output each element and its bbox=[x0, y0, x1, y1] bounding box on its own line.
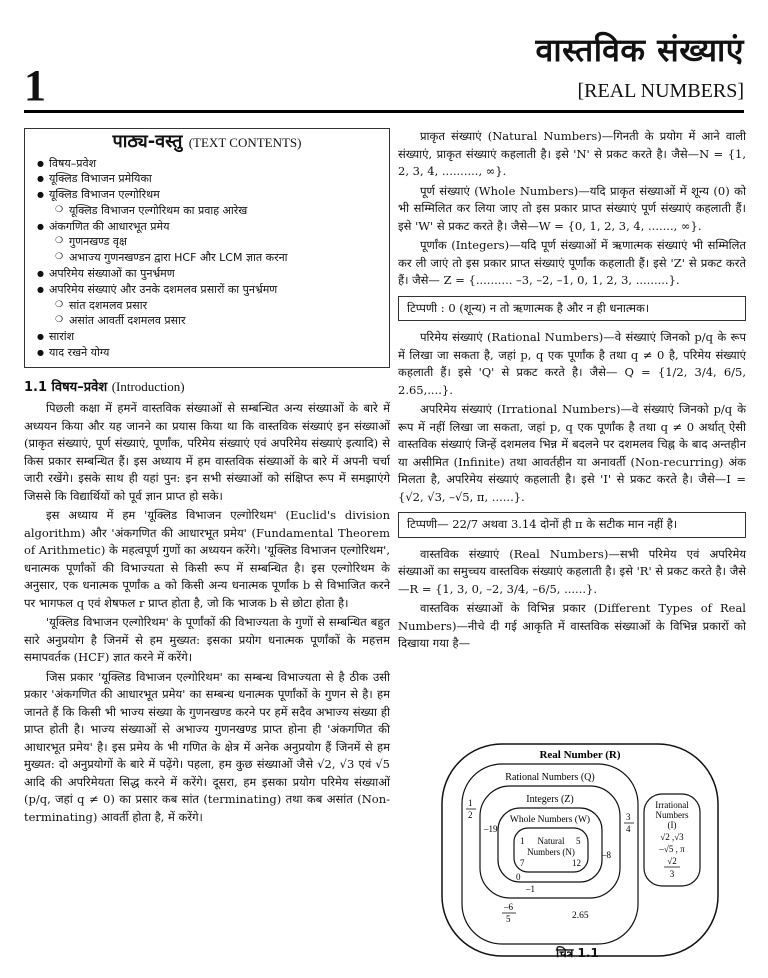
value-12: 12 bbox=[572, 858, 581, 868]
irrational-values-3-den: 3 bbox=[669, 869, 675, 879]
contents-item: ● अपरिमेय संख्याएं और उनके दशमलव प्रसारों का पुनर्भ्रमण bbox=[49, 282, 379, 298]
natural-label-2: Numbers (N) bbox=[527, 847, 575, 857]
contents-item: ● यूक्लिड विभाजन प्रमेयिका bbox=[49, 171, 379, 187]
real-numbers-diagram bbox=[430, 740, 730, 960]
real-numbers-para: वास्तविक संख्याएं (Real Numbers)—सभी परिमेय एवं अपरिमेय संख्याओं का समुच्चय वास्तविक संख्याएं कहलाती है। इसे 'R' से प्रकट करते है। जैसे—R = {1, 3, 0, –2, 3/4, –6/5, ......}. bbox=[398, 546, 746, 596]
intro-heading-english: (Introduction) bbox=[111, 378, 185, 394]
note-zero: टिप्पणी : 0 (शून्य) न तो ऋणात्मक है और न ही धनात्मक। bbox=[398, 296, 746, 322]
natural-label-1: Natural bbox=[537, 836, 565, 846]
irrational-values-1: √2 ,√3 bbox=[660, 832, 684, 842]
rational-label: Rational Numbers (Q) bbox=[505, 772, 595, 783]
neg-six-fifths-denominator: 5 bbox=[506, 914, 511, 924]
integers-para: पूर्णांक (Integers)—यदि पूर्ण संख्याओं में ऋणात्मक संख्याएं भी सम्मिलित कर ली जाएं तो इस प्रकार प्राप्त संख्याएं पूर्णांक कहलाती हैं। इसे 'Z' से प्रकट करते हैं। जैसे— Z = {.......... –3, –2, –1, 0, 1, 2, 3, .........}. bbox=[398, 238, 746, 287]
value-0: 0 bbox=[516, 872, 521, 882]
figure-caption: चित्र 1.1 bbox=[556, 946, 599, 960]
irrational-label-1: Irrational bbox=[655, 800, 689, 810]
whole-label: Whole Numbers (W) bbox=[509, 815, 591, 825]
irrational-numbers-para: अपरिमेय संख्याएं (Irrational Numbers)—वे संख्याएं जिनको p/q के रूप में नहीं लिखा जा सकता, जहां p, q एक पूर्णांक है तथा q ≠ 0 अर्थात् ऐसी वास्तविक संख्याएं जिन्हें दशमलव भिन्न में बदलने पर दशमलव चिह्न के बाद अन्तहीन या असीमित (Infinite) तथा आवर्तहीन या अनावर्ती (Non-recurring) अंक मिलता है, अपरिमेय संख्याएं कहलाती है। इसे 'I' से प्रकट करते है। जैसे—I = {√2, √3, –√5, π, ......}. bbox=[398, 402, 746, 504]
chapter-number: 1 bbox=[24, 61, 46, 110]
three-quarters-numerator: 3 bbox=[626, 812, 631, 822]
real-label: Real Number (R) bbox=[539, 749, 621, 761]
left-column bbox=[24, 128, 390, 828]
contents-item: ❍ गुणनखण्ड वृक्ष bbox=[69, 234, 379, 250]
value-2-65: 2.65 bbox=[572, 911, 589, 921]
contents-item: ● याद रखने योग्य bbox=[49, 345, 379, 361]
contents-item: ● अपरिमेय संख्याओं का पुनर्भ्रमण bbox=[49, 266, 379, 282]
rational-numbers-para: परिमेय संख्याएं (Rational Numbers)—वे संख्याएं जिनको p/q के रूप में लिखा जा सकता है, जहां p, q एक पूर्णांक है तथा q ≠ 0 है, परिमेय संख्याएं कहलाती हैं। इसे 'Q' से प्रकट करते है। जैसे— Q = {1/2, 3/4, 6/5, 2.65,....}. bbox=[398, 330, 746, 397]
natural-numbers-para: प्राकृत संख्याएं (Natural Numbers)—गिनती के प्रयोग में आने वाली संख्याएं, प्राकृत संख्याएं कहलाती है। इसे 'N' से प्रकट करते है। जैसे—N = {1, 2, 3, 4, .........., ∞}. bbox=[398, 129, 746, 178]
intro-heading bbox=[24, 378, 390, 397]
three-quarters-denominator: 4 bbox=[626, 824, 631, 834]
half-denominator: 2 bbox=[468, 810, 473, 820]
contents-box bbox=[24, 128, 390, 368]
value-minus1: –1 bbox=[526, 884, 535, 894]
irrational-label-2: Numbers bbox=[655, 810, 689, 820]
irrational-values-3-num: √2 bbox=[667, 856, 677, 866]
contents-list bbox=[35, 156, 379, 361]
contents-title-english: (TEXT CONTENTS) bbox=[188, 135, 302, 150]
chapter-title-english: [REAL NUMBERS] bbox=[577, 80, 744, 102]
note-pi: टिप्पणी— 22/7 अथवा 3.14 दोनों ही π के सटीक मान नहीं है। bbox=[398, 512, 746, 538]
contents-item: ● विषय–प्रवेश bbox=[49, 156, 379, 172]
value-minus8: –8 bbox=[602, 850, 611, 860]
intro-paragraph-1: पिछली कक्षा में हमनें वास्तविक संख्याओं से सम्बन्धित अन्य संख्याओं के बारे में अध्ययन किया और यह जानने का प्रयास किया था कि वास्तविक संख्याएं इन संख्याओं (प्राकृत संख्याएं, पूर्ण संख्याएं, पूर्णांक, परिमेय संख्याएं एवं अपरिमेय संख्याएं इत्यादि) से किस प्रकार सम्बन्धित हैं। इस अध्याय में हम वास्तविक संख्याओं के बारे में अपनी चर्चा जारी रखेंगे। इसके साथ ही यहां पुन: इन सभी संख्याओं को संक्षिप्त रूप में समझाएंगे जिससे कि विद्यार्थियों को पूर्व ज्ञान प्राप्त हो सके। bbox=[24, 401, 390, 503]
chapter-title-hindi: वास्तविक संख्याएं bbox=[535, 31, 744, 69]
contents-title bbox=[35, 133, 379, 152]
contents-title-hindi: पाठ्य-वस्तु bbox=[112, 131, 183, 152]
integers-label: Integers (Z) bbox=[526, 794, 574, 805]
contents-item: ❍ असांत आवर्ती दशमलव प्रसार bbox=[69, 313, 379, 329]
contents-item: ❍ सांत दशमलव प्रसार bbox=[69, 298, 379, 314]
intro-heading-hindi: 1.1 विषय–प्रवेश bbox=[24, 379, 108, 395]
header-rule bbox=[24, 110, 744, 113]
whole-numbers-para: पूर्ण संख्याएं (Whole Numbers)—यदि प्राकृत संख्याओं में शून्य (0) को भी सम्मिलित कर लिया जाए तो इस प्रकार प्राप्त संख्याएं पूर्ण संख्याएं कहलाती हैं। इसे 'W' से प्रकट करते है। जैसे—W = {0, 1, 2, 3, 4, ......., ∞}. bbox=[398, 183, 746, 233]
contents-item: ● यूक्लिड विभाजन एल्गोरिथम bbox=[49, 187, 379, 203]
neg-six-fifths-numerator: –6 bbox=[504, 902, 513, 912]
types-para: वास्तविक संख्याओं के विभिन्न प्रकार (Different Types of Real Numbers)—नीचे दी गई आकृति में वास्तविक संख्याओं के विभिन्न प्रकारों को दिखाया गया है— bbox=[398, 601, 746, 650]
irrational-values-2: –√5 , π bbox=[659, 844, 685, 854]
value-1: 1 bbox=[520, 836, 525, 846]
intro-paragraph-3: 'यूक्लिड विभाजन एल्गोरिथम' के पूर्णांकों की विभाज्यता के गुणों से सम्बन्धित बहुत सारे अनुप्रयोग है जिनमें से हम मुख्यत: इसका प्रयोग धनात्मक पूर्णांकों के महत्तम समापवर्तक (HCF) ज्ञात करने में करेंगे। bbox=[24, 615, 390, 665]
intro-paragraph-2: इस अध्याय में हम 'यूक्लिड विभाजन एल्गोरिथम' (Euclid's division algorithm) और 'अंकगणित की आधारभूत प्रमेय' (Fundamental Theorem of Arithmetic) के महत्वपूर्ण गुणों का अध्ययन करेंगे। 'यूक्लिड विभाजन एल्गोरिथम', धनात्मक पूर्णांकों की विभाज्यता से किसी रूप में सम्बन्धित है। इस एल्गोरिथम के अनुसार, एक धनात्मक पूर्णांक a को किसी अन्य धनात्मक पूर्णांक b से विभाजित करने पर भागफल q एवं शेषफल r प्राप्त होता है, जो कि भाजक b से छोटा होता है। bbox=[24, 508, 390, 610]
contents-item: ● सारांश bbox=[49, 329, 379, 345]
irrational-label-3: (I) bbox=[667, 820, 677, 830]
contents-item: ● अंकगणित की आधारभूत प्रमेय bbox=[49, 219, 379, 235]
value-5: 5 bbox=[576, 836, 581, 846]
contents-item: ❍ यूक्लिड विभाजन एल्गोरिथम का प्रवाह आरेख bbox=[69, 203, 379, 219]
value-7: 7 bbox=[520, 858, 525, 868]
contents-item: ❍ अभाज्य गुणनखण्डन द्वारा HCF और LCM ज्ञात करना bbox=[69, 250, 379, 266]
right-column bbox=[398, 128, 746, 655]
value-minus19: –19 bbox=[484, 824, 498, 834]
half-numerator: 1 bbox=[468, 798, 473, 808]
intro-paragraph-4: जिस प्रकार 'यूक्लिड विभाजन एल्गोरिथम' का सम्बन्ध विभाज्यता से है ठीक उसी प्रकार 'अंकगणित की आधारभूत प्रमेय' का सम्बन्ध धनात्मक पूर्णांकों के गुणन से है। हम जानते हैं कि किसी भी भाज्य संख्या के गुणनखण्ड करने पर हमें सदैव अभाज्य संख्या ही प्राप्त होती है। भाज्य संख्याओं से अभाज्य गुणनखण्ड प्राप्त होना ही 'अंकगणित की आधारभूत प्रमेय' है। इस प्रमेय के भी गणित के क्षेत्र में अनेक अनुप्रयोग हैं जिनमें से हम मुख्यत: दो अनुप्रयोगों के बारे में पढ़ेंगे। पहला, हम कुछ संख्याओं जैसे √2, √3 एवं √5 आदि की अपरिमेयता सिद्ध करने में करेंगे। दूसरा, हम इसका प्रयोग परिमेय संख्याओं (p/q, जहां q ≠ 0) का प्रसार कब सांत (terminating) तथा कब असांत (Non-terminating) आवर्ती होता है, में करेंगे। bbox=[24, 669, 390, 824]
